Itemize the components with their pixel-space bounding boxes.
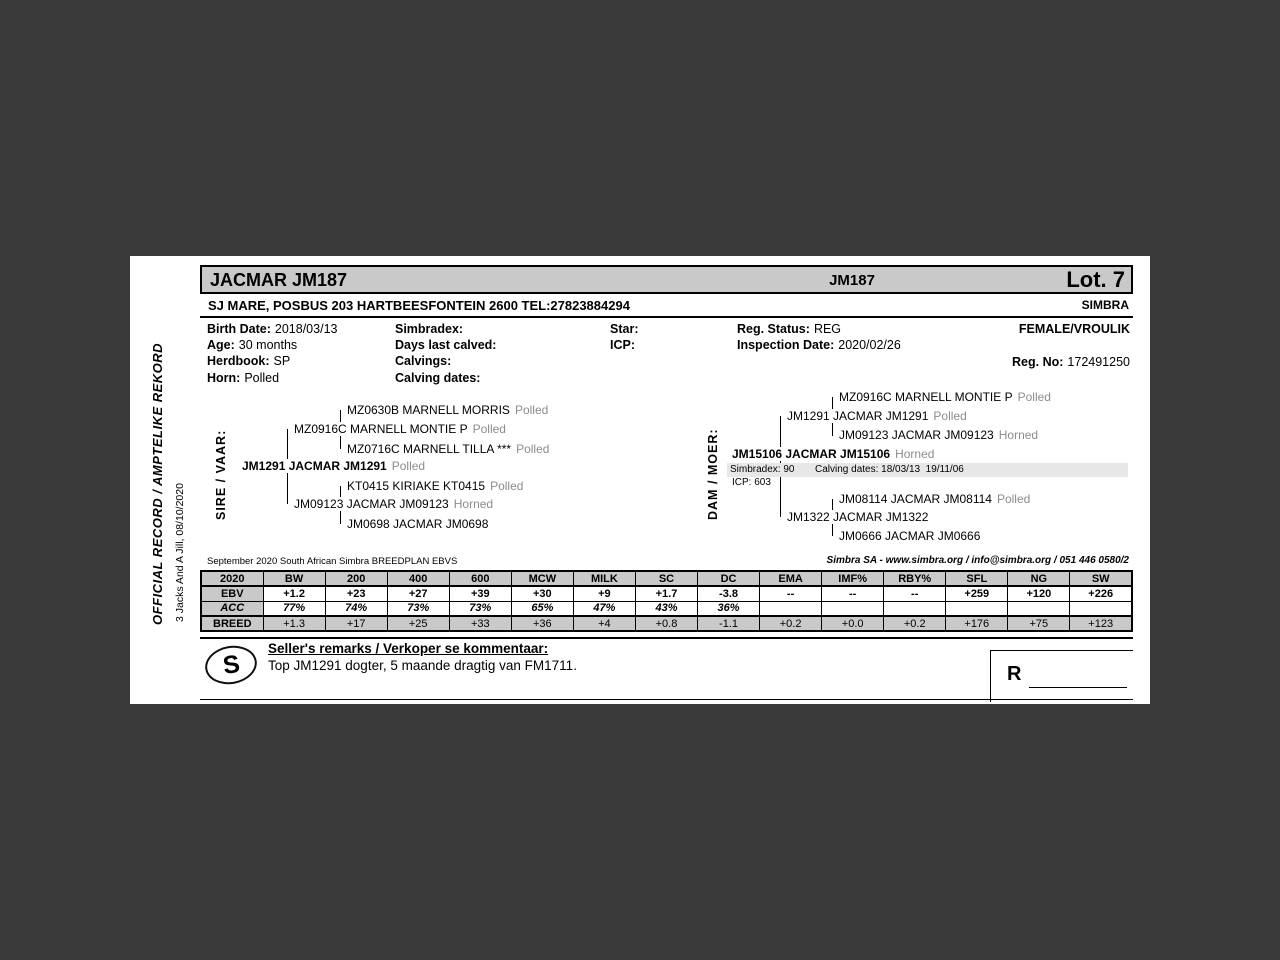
- ebv-cell: +1.2: [263, 586, 325, 601]
- ebv-row: [201, 586, 1132, 601]
- acc-cell: [1008, 601, 1070, 616]
- acc-cell: 65%: [511, 601, 573, 616]
- acc-cell: [760, 601, 822, 616]
- sire-axis-label: SIRE / VAAR:: [214, 429, 228, 520]
- remarks-section: [200, 637, 1133, 700]
- reg-no-value: 172491250: [1067, 355, 1130, 369]
- animal-tag: JM187: [829, 272, 875, 289]
- price-blank-line: [1029, 687, 1127, 688]
- simbradex-row: [395, 322, 463, 336]
- ebv-col-header: MCW: [511, 571, 573, 586]
- owner-bar: [200, 294, 1133, 318]
- herdbook-row: [207, 354, 290, 368]
- official-record-label: OFFICIAL RECORD / AMPTELIKE REKORD: [150, 342, 165, 625]
- breed-cell: +25: [387, 616, 449, 631]
- header-bar: [200, 265, 1133, 294]
- dam-axis-label: DAM / MOER:: [706, 428, 720, 520]
- ebv-cell: --: [760, 586, 822, 601]
- star-label: Star:: [610, 322, 639, 336]
- breed-cell: +176: [946, 616, 1008, 631]
- calving-dates-label: Calving dates:: [395, 371, 481, 385]
- days-last-calved-label: Days last calved:: [395, 338, 497, 352]
- ebv-col-header: SC: [635, 571, 697, 586]
- breed-cell: +75: [1008, 616, 1070, 631]
- reg-status-row: [737, 322, 841, 336]
- pedigree-node-dam: JM15106 JACMAR JM15106 Horned: [732, 447, 935, 461]
- icp-label: ICP:: [610, 338, 635, 352]
- pedigree-node-sire-sire-dam: MZ0716C MARNELL TILLA *** Polled: [347, 442, 550, 456]
- acc-cell: 77%: [263, 601, 325, 616]
- horn-value: Polled: [244, 371, 280, 385]
- pedigree-node-sire: JM1291 JACMAR JM1291 Polled: [242, 459, 426, 473]
- dam-calving-dates: Calving dates: 18/03/13 19/11/06: [815, 464, 964, 475]
- horn-row: [207, 371, 279, 385]
- ebv-col-header: RBY%: [884, 571, 946, 586]
- pedigree-node-sire-dam-dam: JM0698 JACMAR JM0698: [345, 517, 495, 531]
- pedigree-node-sire-dam: JM09123 JACMAR JM09123 Horned: [294, 497, 494, 511]
- sex-badge: FEMALE/VROULIK: [1018, 322, 1130, 336]
- breed-cell: +33: [449, 616, 511, 631]
- acc-cell: 74%: [325, 601, 387, 616]
- acc-cell: [946, 601, 1008, 616]
- age-row: [207, 338, 297, 352]
- ebv-cell: +1.7: [635, 586, 697, 601]
- birth-date-value: 2018/03/13: [274, 322, 338, 336]
- breed-cell: +0.0: [822, 616, 884, 631]
- icp-row: [610, 338, 635, 352]
- ebv-col-header: EMA: [760, 571, 822, 586]
- days-last-calved-row: [395, 338, 496, 352]
- ebv-cell: +30: [511, 586, 573, 601]
- birth-date-row: [207, 322, 337, 336]
- ebv-col-header: BW: [263, 571, 325, 586]
- ebv-cell: -3.8: [698, 586, 760, 601]
- dam-stats-bar: [727, 463, 1128, 477]
- acc-cell: [884, 601, 946, 616]
- breed-cell: +0.2: [760, 616, 822, 631]
- reg-status-label: Reg. Status:: [737, 322, 810, 336]
- birth-date-label: Birth Date:: [207, 322, 271, 336]
- sale-credit-label: 3 Jacks And A Jill, 08/10/2020: [174, 483, 186, 622]
- catalog-card: [130, 256, 1150, 704]
- ebv-header-row: [201, 571, 1132, 586]
- breed-cell: +1.3: [263, 616, 325, 631]
- record-sheet: [200, 256, 1133, 704]
- ebv-cell: +120: [1008, 586, 1070, 601]
- acc-cell: [822, 601, 884, 616]
- breed-cell: +0.2: [884, 616, 946, 631]
- ebv-col-header: MILK: [573, 571, 635, 586]
- remarks-heading: Seller's remarks / Verkoper se kommentaar:: [268, 641, 549, 656]
- pedigree-node-dam-dam-dam: JM0666 JACMAR JM0666: [837, 529, 987, 543]
- ebv-cell: --: [884, 586, 946, 601]
- price-currency-label: R: [1007, 663, 1022, 685]
- ebv-col-header: SFL: [946, 571, 1008, 586]
- ebv-title: September 2020 South African Simbra BREEDPLAN EBVS: [207, 556, 458, 567]
- acc-cell: 43%: [635, 601, 697, 616]
- ebv-cell: +259: [946, 586, 1008, 601]
- inspection-date-value: 2020/02/26: [838, 338, 901, 352]
- ebv-cell: +23: [325, 586, 387, 601]
- ebv-row-label: EBV: [201, 586, 263, 601]
- pedigree-node-dam-sire-sire: MZ0916C MARNELL MONTIE P Polled: [839, 390, 1051, 404]
- breed-row-label: BREED: [201, 616, 263, 631]
- age-value: 30 months: [238, 338, 298, 352]
- price-box: [990, 650, 1133, 702]
- ebv-cell: +27: [387, 586, 449, 601]
- reg-status-value: REG: [813, 322, 842, 336]
- calvings-row: [395, 354, 451, 368]
- inspection-date-label: Inspection Date:: [737, 338, 835, 352]
- calving-dates-row: [395, 371, 480, 385]
- acc-cell: 47%: [573, 601, 635, 616]
- inspection-date-row: [737, 338, 901, 352]
- breed-name: SIMBRA: [1081, 298, 1129, 312]
- ebv-cell: +39: [449, 586, 511, 601]
- acc-row-label: ACC: [201, 601, 263, 616]
- ebv-col-header: 2020: [201, 571, 263, 586]
- reg-no-row: [1012, 355, 1130, 369]
- pedigree-node-dam-sire-dam: JM09123 JACMAR JM09123 Horned: [839, 428, 1039, 442]
- breed-cell: +4: [573, 616, 635, 631]
- ebv-cell: +226: [1070, 586, 1132, 601]
- acc-cell: [1070, 601, 1132, 616]
- ebv-cell: +9: [573, 586, 635, 601]
- owner-contact: SJ MARE, POSBUS 203 HARTBEESFONTEIN 2600 TEL:27823884294: [208, 298, 630, 313]
- pedigree-node-sire-sire-sire: MZ0630B MARNELL MORRIS Polled: [347, 403, 549, 417]
- breed-cell: -1.1: [698, 616, 760, 631]
- pedigree-node-dam-sire: JM1291 JACMAR JM1291 Polled: [787, 409, 967, 423]
- pedigree-node-sire-sire: MZ0916C MARNELL MONTIE P Polled: [294, 422, 506, 436]
- ebv-col-header: IMF%: [822, 571, 884, 586]
- ebv-col-header: SW: [1070, 571, 1132, 586]
- ebv-col-header: 200: [325, 571, 387, 586]
- calvings-label: Calvings:: [395, 354, 452, 368]
- breed-cell: +123: [1070, 616, 1132, 631]
- ebv-col-header: 400: [387, 571, 449, 586]
- pedigree-node-dam-dam-sire: JM08114 JACMAR JM08114 Polled: [839, 492, 1031, 506]
- star-row: [610, 322, 638, 336]
- remarks-text: Top JM1291 dogter, 5 maande dragtig van FM1711.: [268, 658, 577, 673]
- age-label: Age:: [207, 338, 235, 352]
- pedigree-node-sire-dam-sire: KT0415 KIRIAKE KT0415 Polled: [347, 479, 524, 493]
- acc-cell: 73%: [387, 601, 449, 616]
- acc-cell: 36%: [698, 601, 760, 616]
- herdbook-label: Herdbook:: [207, 354, 270, 368]
- ebv-col-header: 600: [449, 571, 511, 586]
- breed-cell: +0.8: [635, 616, 697, 631]
- dam-simbradex: Simbradex: 90: [730, 464, 795, 475]
- breed-cell: +36: [511, 616, 573, 631]
- herdbook-value: SP: [273, 354, 291, 368]
- dam-icp: ICP: 603: [732, 477, 771, 488]
- ebv-table: [200, 570, 1133, 632]
- ebv-col-header: DC: [698, 571, 760, 586]
- breed-row: [201, 616, 1132, 631]
- pedigree-node-dam-dam: JM1322 JACMAR JM1322: [785, 510, 935, 524]
- reg-no-label: Reg. No:: [1012, 355, 1064, 369]
- breed-cell: +17: [325, 616, 387, 631]
- simbra-logo-icon: S: [202, 642, 260, 688]
- lot-number: Lot. 7: [1066, 267, 1125, 292]
- horn-label: Horn:: [207, 371, 241, 385]
- animal-name: JACMAR JM187: [210, 270, 348, 290]
- acc-row: [201, 601, 1132, 616]
- simbradex-label: Simbradex:: [395, 322, 464, 336]
- ebv-col-header: NG: [1008, 571, 1070, 586]
- ebv-contact: Simbra SA - www.simbra.org / info@simbra.org / 051 446 0580/2: [826, 555, 1129, 566]
- ebv-cell: --: [822, 586, 884, 601]
- acc-cell: 73%: [449, 601, 511, 616]
